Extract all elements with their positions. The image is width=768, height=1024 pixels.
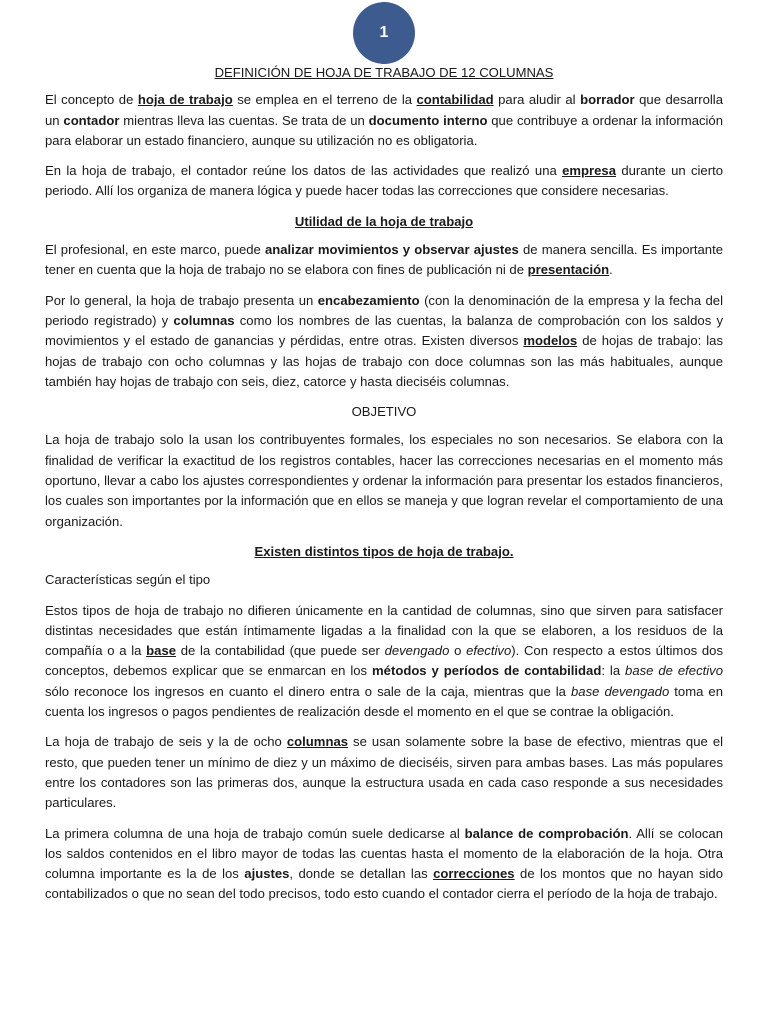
paragraph-objetivo: La hoja de trabajo solo la usan los contribuyentes formales, los especiales no son necesarios. Se elabora con la finalidad de verificar la exactitud de los registros contables, hacer las correcciones necesarias en el momento más oportuno, llevar a cabo los ajustes correspondientes y ordenar la información para presentar los estados financieros, los cuales son importantes por la información que en ellos se maneja y que logran revelar el comportamiento de una organización. bbox=[45, 432, 723, 529]
text: La hoja de trabajo de seis y la de ocho bbox=[45, 734, 287, 750]
text: El concepto de bbox=[45, 92, 138, 108]
bold-metodos: métodos y períodos de contabilidad bbox=[372, 663, 602, 679]
bold-contador: contador bbox=[63, 112, 120, 128]
page-number-badge: 1 bbox=[353, 2, 415, 64]
paragraph-caracteristicas: Características según el tipo bbox=[45, 572, 211, 588]
heading-objetivo: OBJETIVO bbox=[351, 404, 417, 420]
paragraph-contador bbox=[45, 161, 723, 202]
text: (con la denominación de la empresa y la fecha del periodo registrado) y bbox=[45, 292, 723, 328]
text: de manera sencilla. Es importante tener en cuenta que la hoja de trabajo no se elabora con fines de publicación ni de bbox=[45, 242, 723, 278]
heading-utilidad: Utilidad de la hoja de trabajo bbox=[294, 213, 474, 229]
bold-encabezamiento: encabezamiento bbox=[317, 292, 420, 308]
text: como los nombres de las cuentas, la balanza de comprobación con los saldos y movimientos y el estado de ganancias y pérdidas, entre otras. Existen diversos bbox=[45, 312, 723, 349]
text: de los montos que no hayan sido contabilizados o que no sean del todo precisos, todo esto cuando el contador cierra el período de la hoja de trabajo. bbox=[45, 866, 723, 902]
bold-borrador: borrador bbox=[580, 92, 635, 108]
italic-devengado: devengado bbox=[384, 643, 450, 659]
text: : la bbox=[601, 663, 626, 679]
text: ). Con respecto a estos últimos dos conceptos, debemos explicar que se enmarcan en los bbox=[45, 643, 723, 679]
text: Por lo general, la hoja de trabajo presenta un bbox=[45, 292, 318, 308]
paragraph-tipos bbox=[45, 601, 723, 723]
text: que desarrolla un bbox=[45, 92, 723, 128]
bold-balance: balance de comprobación bbox=[464, 825, 629, 841]
text: . bbox=[609, 262, 613, 278]
text: En la hoja de trabajo, el contador reúne los datos de las actividades que realizó una bbox=[45, 163, 563, 179]
text: durante un cierto periodo. Allí los organiza de manera lógica y puede hacer todas las correcciones que considere necesarias. bbox=[45, 163, 723, 199]
paragraph-encabezamiento bbox=[45, 291, 723, 392]
link-modelos[interactable]: modelos bbox=[523, 333, 578, 349]
text: se emplea en el terreno de la bbox=[232, 92, 417, 108]
text: mientras lleva las cuentas. Se trata de un bbox=[119, 112, 369, 128]
link-hoja-de-trabajo[interactable]: hoja de trabajo bbox=[137, 92, 233, 108]
bold-ajustes: ajustes bbox=[244, 866, 290, 882]
text: Estos tipos de hoja de trabajo no difieren únicamente en la cantidad de columnas, sino que sirven para satisfacer distintas necesidades que están íntimamente ligadas a la finalidad con la que se elaboren, a los residuos de la compañía o a la bbox=[45, 602, 723, 659]
text: La primera columna de una hoja de trabajo común suele dedicarse al bbox=[45, 825, 465, 841]
heading-tipos: Existen distintos tipos de hoja de trabajo. bbox=[254, 543, 514, 559]
text: toma en cuenta los ingresos o pagos pendientes de realización desde el momento en el que se contrae la obligación. bbox=[45, 683, 723, 720]
bold-analizar: analizar movimientos y observar ajustes bbox=[264, 242, 519, 258]
text: de hojas de trabajo: las hojas de trabajo con ocho columnas y las hojas de trabajo con doce columnas son las más habituales, aunque también hay hojas de trabajo con seis, diez, catorce y hasta dieciséis columnas. bbox=[45, 333, 723, 389]
paragraph-definition bbox=[45, 90, 723, 151]
text: o bbox=[449, 643, 467, 659]
link-contabilidad[interactable]: contabilidad bbox=[416, 92, 494, 108]
link-base[interactable]: base bbox=[146, 643, 177, 659]
paragraph-profesional bbox=[45, 240, 723, 281]
bold-columnas: columnas bbox=[173, 312, 235, 328]
text: , donde se detallan las bbox=[289, 866, 434, 882]
document-body bbox=[45, 63, 723, 915]
text: . Allí se colocan los saldos contenidos en el libro mayor de todas las cuentas hasta el momento de la elaboración de la hoja. Otra columna importante es la de los bbox=[45, 825, 723, 882]
link-presentacion[interactable]: presentación bbox=[527, 262, 610, 278]
bold-documento-interno: documento interno bbox=[368, 112, 488, 128]
link-correcciones[interactable]: correcciones bbox=[433, 866, 515, 882]
text: de la contabilidad (que puede ser bbox=[176, 643, 385, 659]
italic-efectivo: efectivo bbox=[466, 643, 512, 659]
link-columnas[interactable]: columnas bbox=[286, 734, 349, 750]
italic-base-efectivo: base de efectivo bbox=[625, 663, 724, 679]
paragraph-primera-columna bbox=[45, 824, 723, 905]
text: El profesional, en este marco, puede bbox=[45, 242, 265, 258]
paragraph-columnas bbox=[45, 732, 723, 813]
link-empresa[interactable]: empresa bbox=[562, 163, 616, 179]
text: sólo reconoce los ingresos en cuanto el dinero entra o sale de la caja, mientras que la bbox=[45, 683, 572, 699]
text: para aludir al bbox=[493, 92, 581, 108]
text: que contribuye a ordenar la información para elaborar un estado financiero, aunque su utilización no es obligatoria. bbox=[45, 112, 723, 148]
italic-base-devengado: base devengado bbox=[571, 683, 670, 699]
document-title: DEFINICIÓN DE HOJA DE TRABAJO DE 12 COLUMNAS bbox=[214, 65, 554, 80]
text: se usan solamente sobre la base de efectivo, mientras que el resto, que pueden tener un mínimo de diez y un máximo de dieciséis, sirven para ambas bases. Las más populares entre los contadores son las primeras dos, aunque la estructura usada en cada caso responde a sus necesidades particulares. bbox=[45, 734, 724, 811]
